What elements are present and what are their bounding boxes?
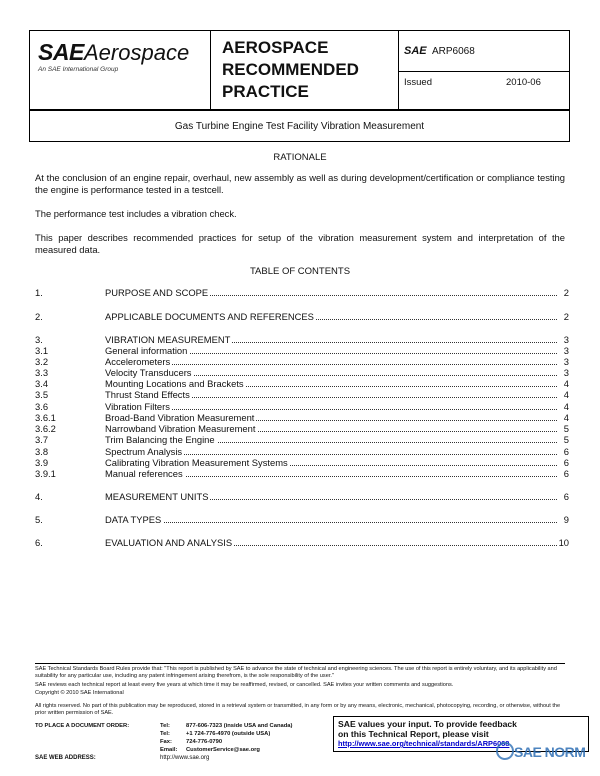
- toc-entry[interactable]: [35, 537, 569, 548]
- document-type-title: [222, 37, 392, 103]
- rationale-heading: RATIONALE: [273, 152, 327, 163]
- sae-logo: SAE: [38, 39, 84, 65]
- toc-entry[interactable]: [35, 345, 569, 356]
- toc-number: 3.1: [35, 345, 49, 356]
- document-header: [29, 30, 570, 110]
- toc-title: DATA TYPES: [105, 514, 162, 525]
- toc-number: 3.2: [35, 356, 49, 367]
- review-notice: SAE reviews each technical report at least every five years at which time it may be reaffirmed, revised, or cancelled. SAE invites your written comments and suggestions.: [35, 682, 454, 688]
- toc-number: 3.3: [35, 367, 49, 378]
- toc-leader-dots: [105, 364, 557, 365]
- fax-value: 724-776-0790: [186, 739, 223, 745]
- toc-number: 3.6.2: [35, 423, 56, 434]
- toc-entry[interactable]: [35, 434, 569, 445]
- title-line: PRACTICE: [222, 82, 309, 101]
- header-divider: [398, 71, 570, 72]
- toc-number: 4.: [35, 491, 43, 502]
- email-value[interactable]: CustomerService@sae.org: [186, 747, 260, 753]
- toc-page-number: 5: [563, 423, 569, 434]
- toc-entry[interactable]: [35, 367, 569, 378]
- toc-entry[interactable]: [35, 412, 569, 423]
- feedback-link[interactable]: http://www.sae.org/technical/standards/ARP6068: [338, 739, 510, 748]
- toc-number: 2.: [35, 311, 43, 322]
- rationale-paragraph: The performance test includes a vibration check.: [35, 208, 237, 219]
- toc-title: MEASUREMENT UNITS: [105, 491, 209, 502]
- toc-number: 3.9.1: [35, 468, 56, 479]
- title-line: RECOMMENDED: [222, 60, 359, 79]
- toc-entry[interactable]: [35, 423, 569, 434]
- tel2-value: +1 724-776-4970 (outside USA): [186, 731, 271, 737]
- toc-entry[interactable]: [35, 468, 569, 479]
- feedback-text: SAE values your input. To provide feedback: [338, 719, 517, 729]
- toc-title: Accelerometers: [105, 356, 171, 367]
- toc-title: Narrowband Vibration Measurement: [105, 423, 256, 434]
- toc-title: EVALUATION AND ANALYSIS: [105, 537, 233, 548]
- logo-subtitle: An SAE International Group: [38, 66, 119, 73]
- toc-entry[interactable]: [35, 356, 569, 367]
- fax-label: Fax:: [160, 739, 172, 745]
- doc-number-logo: SAE: [404, 45, 427, 57]
- toc-entry[interactable]: [35, 401, 569, 412]
- toc-title: Mounting Locations and Brackets: [105, 378, 244, 389]
- toc-title: VIBRATION MEASUREMENT: [105, 334, 231, 345]
- toc-entry[interactable]: [35, 311, 569, 322]
- toc-page-number: 6: [563, 491, 569, 502]
- toc-entry[interactable]: [35, 378, 569, 389]
- toc-page-number: 3: [563, 334, 569, 345]
- feedback-text: on this Technical Report, please visit: [338, 729, 489, 739]
- toc-leader-dots: [105, 522, 557, 523]
- rationale-paragraph: This paper describes recommended practices for setup of the vibration measurement system and interpretation of the measured data.: [35, 232, 565, 255]
- toc-heading: TABLE OF CONTENTS: [249, 266, 351, 277]
- watermark: SAE NORM: [514, 744, 586, 760]
- toc-page-number: 3: [563, 345, 569, 356]
- toc-number: 3.5: [35, 389, 49, 400]
- toc-number: 3.4: [35, 378, 49, 389]
- footer-divider: [35, 663, 565, 664]
- toc-page-number: 9: [563, 514, 569, 525]
- toc-page-number: 4: [563, 412, 569, 423]
- toc-number: 3.: [35, 334, 43, 345]
- toc-page-number: 2: [563, 287, 569, 298]
- toc-page-number: 6: [563, 457, 569, 468]
- header-divider: [398, 31, 399, 109]
- toc-title: Manual references: [105, 468, 183, 479]
- toc-title: Vibration Filters: [105, 401, 170, 412]
- issued-date: 2010-06: [506, 77, 541, 88]
- toc-title: PURPOSE AND SCOPE: [105, 287, 209, 298]
- toc-entry[interactable]: [35, 457, 569, 468]
- toc-page-number: 10: [558, 537, 569, 548]
- web-address[interactable]: http://www.sae.org: [160, 755, 210, 761]
- toc-number: 1.: [35, 287, 43, 298]
- toc-number: 3.8: [35, 446, 49, 457]
- toc-number: 3.6: [35, 401, 49, 412]
- toc-page-number: 2: [563, 311, 569, 322]
- toc-leader-dots: [105, 409, 557, 410]
- toc-number: 3.7: [35, 434, 49, 445]
- toc-title: Broad-Band Vibration Measurement: [105, 412, 255, 423]
- aerospace-logo-text: Aerospace: [84, 40, 190, 65]
- toc-page-number: 5: [563, 434, 569, 445]
- toc-page-number: 4: [563, 389, 569, 400]
- toc-title: Calibrating Vibration Measurement Systems: [105, 457, 288, 468]
- toc-entry[interactable]: [35, 514, 569, 525]
- rationale-paragraph: At the conclusion of an engine repair, overhaul, new assembly as well as during development/certification or compliance testing the engine is performance tested in a testcell.: [35, 172, 565, 195]
- document-title: Gas Turbine Engine Test Facility Vibration Measurement: [29, 110, 570, 142]
- toc-page-number: 3: [563, 367, 569, 378]
- copyright: Copyright © 2010 SAE International: [35, 690, 124, 696]
- toc-number: 3.9: [35, 457, 49, 468]
- order-label: TO PLACE A DOCUMENT ORDER:: [35, 723, 130, 729]
- title-line: AEROSPACE: [222, 38, 329, 57]
- toc-page-number: 6: [563, 446, 569, 457]
- toc-entry[interactable]: [35, 491, 569, 502]
- toc-entry[interactable]: [35, 334, 569, 345]
- toc-title: APPLICABLE DOCUMENTS AND REFERENCES: [105, 311, 314, 322]
- toc-page-number: 4: [563, 378, 569, 389]
- standards-notice: SAE Technical Standards Board Rules provide that: "This report is published by SAE to advance the state of technical and engineering sciences. The use of this report is entirely voluntary, and its applicability and suitability for any particular use, including any patent infringement arising therefrom, is the sole responsibility of the user.": [35, 666, 557, 680]
- doc-number: ARP6068: [432, 46, 475, 57]
- toc-page-number: 4: [563, 401, 569, 412]
- toc-title: Thrust Stand Effects: [105, 389, 190, 400]
- toc-number: 5.: [35, 514, 43, 525]
- toc-title: General information: [105, 345, 188, 356]
- web-label: SAE WEB ADDRESS:: [35, 755, 96, 761]
- tel-value: 877-606-7323 (inside USA and Canada): [186, 723, 293, 729]
- header-divider: [210, 31, 211, 109]
- rights-notice: All rights reserved. No part of this publication may be reproduced, stored in a retrieval system or transmitted, in any form or by any means, electronic, mechanical, photocopying, recording, or otherwise, without the prior written permission of SAE.: [35, 703, 561, 717]
- toc-title: Spectrum Analysis: [105, 446, 183, 457]
- issued-label: Issued: [404, 77, 432, 88]
- email-label: Email:: [160, 747, 178, 753]
- globe-icon: [496, 742, 514, 760]
- toc-entry[interactable]: [35, 287, 569, 298]
- tel2-label: Tel:: [160, 731, 170, 737]
- toc-number: 3.6.1: [35, 412, 56, 423]
- toc-title: Trim Balancing the Engine: [105, 434, 215, 445]
- toc-page-number: 6: [563, 468, 569, 479]
- tel-label: Tel:: [160, 723, 170, 729]
- toc-title: Velocity Transducers: [105, 367, 192, 378]
- toc-page-number: 3: [563, 356, 569, 367]
- toc-entry[interactable]: [35, 389, 569, 400]
- toc-entry[interactable]: [35, 446, 569, 457]
- toc-number: 6.: [35, 537, 43, 548]
